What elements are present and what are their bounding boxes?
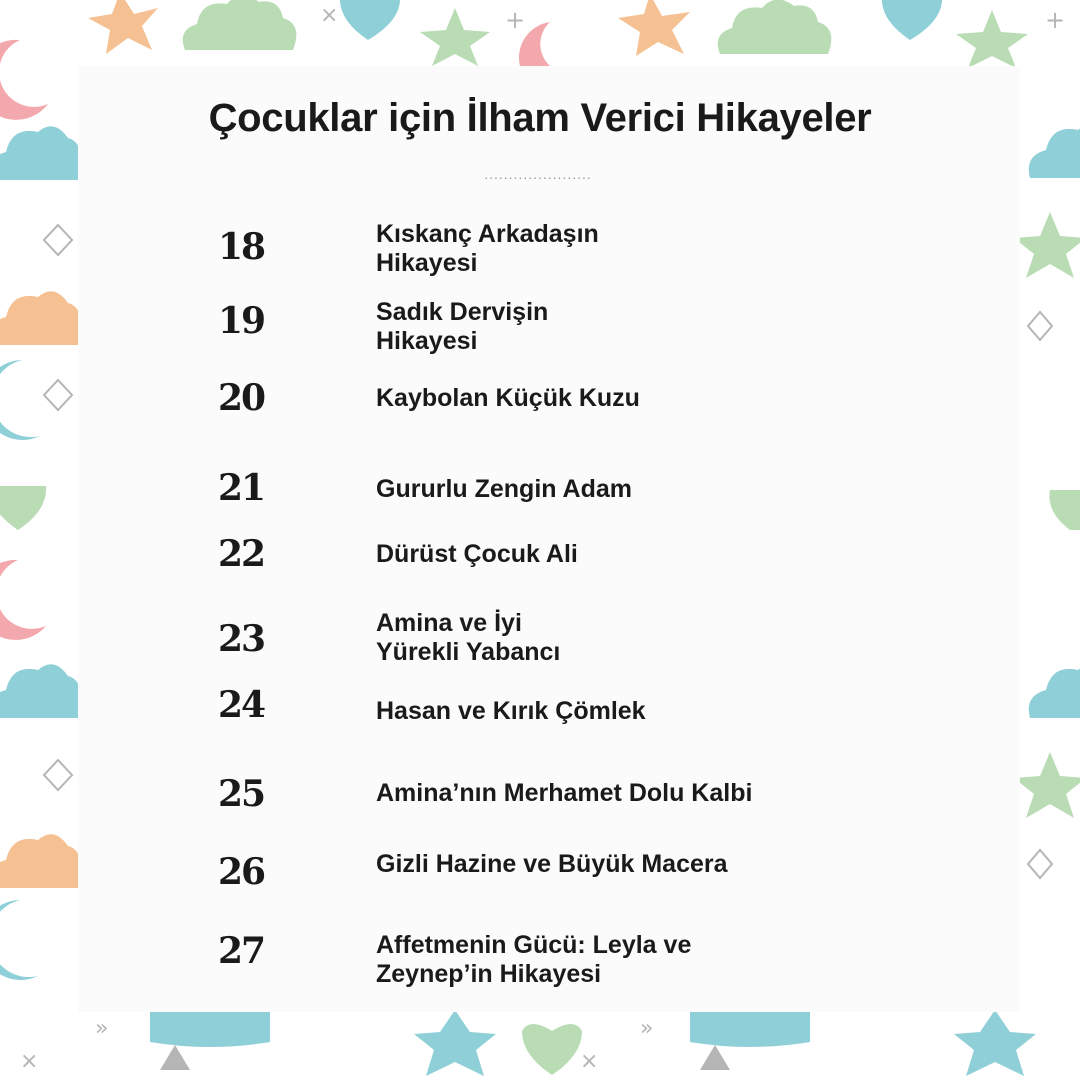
story-title-line: Sadık Dervişin	[376, 298, 549, 326]
story-title	[376, 850, 896, 879]
cloud-icon	[1029, 664, 1080, 718]
story-number: 27	[218, 930, 265, 972]
story-title-line: Hikayesi	[376, 249, 478, 277]
bottom-border-decorations	[20, 1010, 1036, 1076]
moon-icon	[0, 360, 40, 440]
heart-icon	[1049, 490, 1080, 530]
story-title	[376, 931, 896, 989]
moon-icon	[0, 560, 46, 640]
star-icon	[956, 10, 1028, 68]
svg-text:×: ×	[580, 1049, 599, 1074]
story-title-line: Dürüst Çocuk Ali	[376, 540, 578, 568]
story-number: 19	[218, 300, 265, 342]
story-title	[376, 779, 896, 808]
cloud-icon	[0, 291, 81, 345]
story-title-line: Amina ve İyi	[376, 609, 522, 637]
story-title	[376, 220, 896, 278]
story-title-line: Zeynep’in Hikayesi	[376, 960, 602, 988]
star-icon	[1014, 212, 1080, 278]
star-icon	[414, 1010, 496, 1076]
moon-icon	[0, 900, 38, 980]
story-title-line: Hasan ve Kırık Çömlek	[376, 697, 646, 725]
page-title: Çocuklar için İlham Verici Hikayeler	[208, 96, 872, 140]
story-number: 21	[218, 467, 265, 509]
story-title	[376, 298, 896, 356]
story-title	[376, 384, 896, 413]
title-divider: ......................	[484, 166, 592, 180]
heart-icon	[340, 0, 400, 40]
story-number: 23	[218, 618, 265, 660]
svg-text:×: ×	[20, 1049, 39, 1074]
story-title	[376, 697, 896, 726]
cloud-icon	[690, 1012, 810, 1047]
moon-icon	[1050, 900, 1080, 980]
star-icon	[618, 0, 690, 56]
story-title-line: Gururlu Zengin Adam	[376, 475, 633, 503]
story-number: 20	[218, 377, 265, 419]
moon-icon	[1050, 360, 1080, 440]
story-number: 26	[218, 851, 265, 893]
triangle-icon	[700, 1045, 730, 1070]
star-icon	[954, 1010, 1036, 1076]
story-number: 18	[218, 226, 265, 268]
star-icon	[1014, 752, 1080, 818]
star-icon	[420, 8, 490, 66]
svg-text:+: +	[1045, 6, 1066, 34]
story-title-line: Kıskanç Arkadaşın	[376, 220, 599, 248]
story-number: 22	[218, 533, 265, 575]
right-border-decorations	[1014, 124, 1080, 980]
triangle-icon	[160, 1045, 190, 1070]
story-number: 25	[218, 773, 265, 815]
star-icon	[88, 0, 158, 54]
story-title-line: Hikayesi	[376, 327, 478, 355]
svg-text:×: ×	[320, 3, 339, 28]
story-title-line: Yürekli Yabancı	[376, 638, 561, 666]
svg-text:»: »	[95, 1016, 109, 1041]
heart-icon	[0, 486, 46, 530]
story-title-line: Amina’nın Merhamet Dolu Kalbi	[376, 779, 753, 807]
cloud-icon	[0, 664, 81, 718]
story-title-line: Gizli Hazine ve Büyük Macera	[376, 850, 728, 878]
story-title-line: Affetmenin Gücü: Leyla ve	[376, 931, 692, 959]
svg-text:+: +	[505, 6, 526, 34]
story-title	[376, 609, 896, 667]
story-number: 24	[218, 684, 265, 726]
cloud-icon	[183, 0, 297, 50]
story-title	[376, 540, 896, 569]
heart-icon	[522, 1024, 582, 1075]
left-border-decorations	[0, 40, 82, 980]
cloud-icon	[0, 834, 81, 888]
cloud-icon	[150, 1012, 270, 1047]
cloud-icon	[718, 0, 832, 54]
story-title	[376, 475, 896, 504]
story-title-line: Kaybolan Küçük Kuzu	[376, 384, 640, 412]
heart-icon	[882, 0, 942, 40]
svg-text:»: »	[640, 1016, 654, 1041]
